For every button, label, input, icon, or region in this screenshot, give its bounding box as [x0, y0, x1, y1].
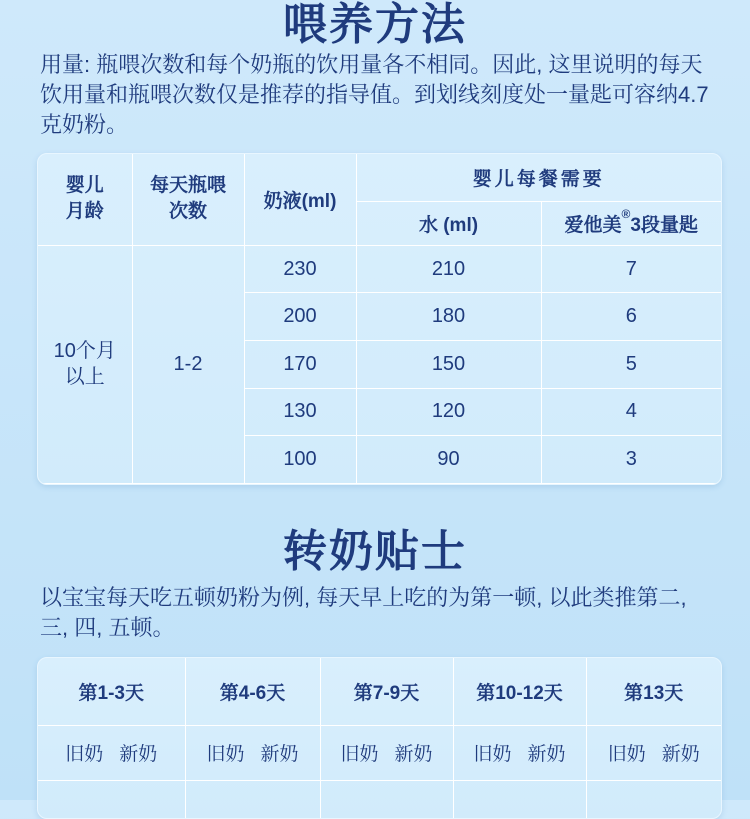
cell-scoops: 5	[541, 341, 721, 389]
header-scoops-suffix: 3段量匙	[630, 214, 698, 236]
old-milk-label: 旧奶	[65, 744, 104, 765]
cell-water: 90	[356, 436, 541, 484]
header-times	[132, 154, 244, 245]
registered-mark: ®	[621, 206, 631, 221]
header-times-line1: 每天瓶喂	[149, 175, 226, 197]
cell-water: 180	[356, 293, 541, 341]
header-scoops-prefix: 爱他美	[564, 214, 622, 236]
old-new-cell	[320, 725, 453, 780]
header-milk: 奶液(ml)	[244, 154, 356, 245]
cell-age	[38, 245, 132, 483]
header-age-line1: 婴儿	[65, 175, 104, 197]
cell-scoops: 4	[541, 388, 721, 436]
header-scoops	[541, 202, 721, 246]
header-age-line2: 月龄	[65, 201, 104, 223]
cell-scoops: 7	[541, 245, 721, 293]
cell-age-line1: 10个月	[53, 340, 116, 363]
feeding-table-card	[37, 153, 722, 485]
day-header: 第4-6天	[185, 658, 320, 725]
cell-times: 1-2	[132, 245, 244, 483]
new-milk-label: 新奶	[260, 744, 299, 765]
old-new-cell	[185, 725, 320, 780]
old-new-cell	[586, 725, 721, 780]
feeding-paragraph: 用量: 瓶喂次数和每个奶瓶的饮用量各不相同。因此, 这里说明的每天饮用量和瓶喂次数仅是推荐的指导值。到划线刻度处一量匙可容纳4.7克奶粉。	[40, 52, 709, 137]
tips-paragraph: 以宝宝每天吃五顿奶粉为例, 每天早上吃的为第一顿, 以此类推第二, 三, 四, 五顿。	[40, 585, 687, 640]
new-milk-label: 新奶	[119, 744, 158, 765]
cell-scoops: 6	[541, 293, 721, 341]
tips-table	[38, 658, 721, 819]
feeding-title: 喂养方法	[283, 0, 467, 49]
cell-age-line2: 以上	[64, 366, 105, 389]
day-header: 第1-3天	[38, 658, 185, 725]
header-times-line2: 次数	[168, 201, 207, 223]
header-water: 水 (ml)	[356, 202, 541, 246]
day-header: 第13天	[586, 658, 721, 725]
cell-milk: 130	[244, 388, 356, 436]
cell-milk: 230	[244, 245, 356, 293]
day-header: 第7-9天	[320, 658, 453, 725]
old-new-cell	[453, 725, 586, 780]
day-header: 第10-12天	[453, 658, 586, 725]
cell-milk: 100	[244, 436, 356, 484]
feeding-table	[38, 154, 721, 484]
old-milk-label: 旧奶	[473, 744, 512, 765]
header-age	[38, 154, 132, 245]
cell-milk: 200	[244, 293, 356, 341]
header-group-needs: 婴儿每餐需要	[356, 154, 721, 202]
new-milk-label: 新奶	[527, 744, 566, 765]
old-milk-label: 旧奶	[340, 744, 379, 765]
cell-water: 120	[356, 388, 541, 436]
old-milk-label: 旧奶	[607, 744, 646, 765]
cell-scoops: 3	[541, 436, 721, 484]
new-milk-label: 新奶	[394, 744, 433, 765]
old-new-cell	[38, 725, 185, 780]
cell-water: 150	[356, 341, 541, 389]
tips-title: 转奶贴士	[283, 527, 467, 576]
cell-water: 210	[356, 245, 541, 293]
old-milk-label: 旧奶	[206, 744, 245, 765]
tips-table-card	[37, 657, 722, 819]
cell-milk: 170	[244, 341, 356, 389]
new-milk-label: 新奶	[661, 744, 700, 765]
